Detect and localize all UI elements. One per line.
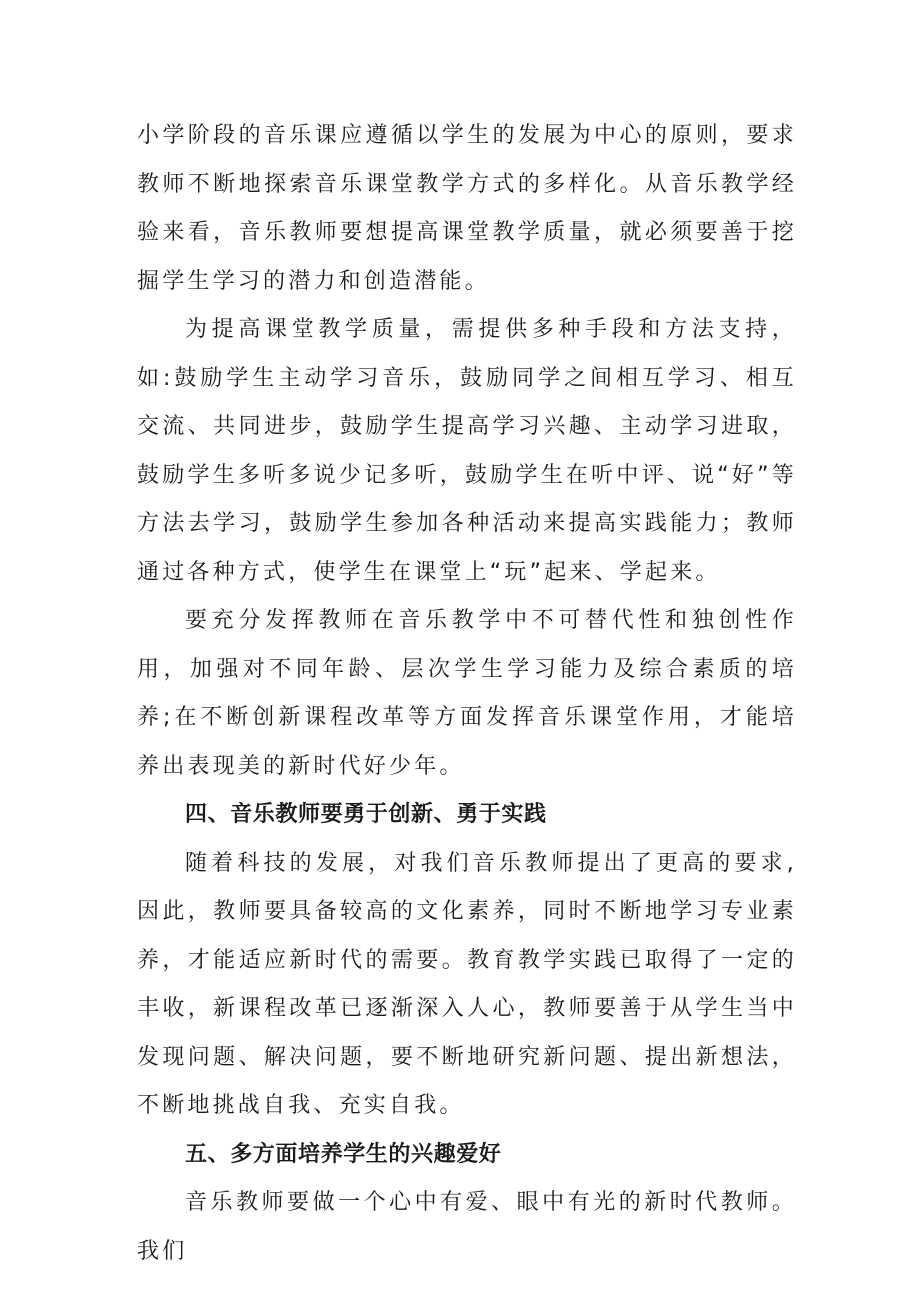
- section-heading-four: 四、音乐教师要勇于创新、勇于实践: [185, 802, 547, 827]
- paragraph-teaching-methods: 为提高课堂教学质量，需提供多种手段和方法支持，如:鼓励学生主动学习音乐，鼓励同学之间相互学习、相互交流、共同进步，鼓励学生提高学习兴趣、主动学习进取，鼓励学生多听多说少记多听，鼓励学生在听中评、说“好”等方法去学习，鼓励学生参加各种活动来提高实践能力；教师通过各种方式，使学生在课堂上“玩”起来、学起来。: [137, 317, 797, 585]
- paragraph-teacher-role: 要充分发挥教师在音乐教学中不可替代性和独创性作用，加强对不同年龄、层次学生学习能力及综合素质的培养;在不断创新课程改革等方面发挥音乐课堂作用，才能培养出表现美的新时代好少年。: [137, 608, 797, 779]
- section-heading-five: 五、多方面培养学生的兴趣爱好: [185, 1141, 502, 1167]
- paragraph-innovation: 随着科技的发展，对我们音乐教师提出了更高的要求,因此，教师要具备较高的文化素养，同时不断地学习专业素养，才能适应新时代的需要。教育教学实践已取得了一定的丰收，新课程改革已逐渐深入人心，教师要善于从学生当中发现问题、解决问题，要不断地研究新问题、提出新想法，不断地挑战自我、充实自我。: [137, 850, 797, 1118]
- document-body: [137, 112, 797, 1276]
- paragraph-continuation: 小学阶段的音乐课应遵循以学生的发展为中心的原则，要求教师不断地探索音乐课堂教学方式的多样化。从音乐教学经验来看，音乐教师要想提高课堂教学质量，就必须要善于挖掘学生学习的潜力和创造潜能。: [137, 123, 797, 294]
- paragraph-interests: 音乐教师要做一个心中有爱、眼中有光的新时代教师。我们: [137, 1190, 797, 1264]
